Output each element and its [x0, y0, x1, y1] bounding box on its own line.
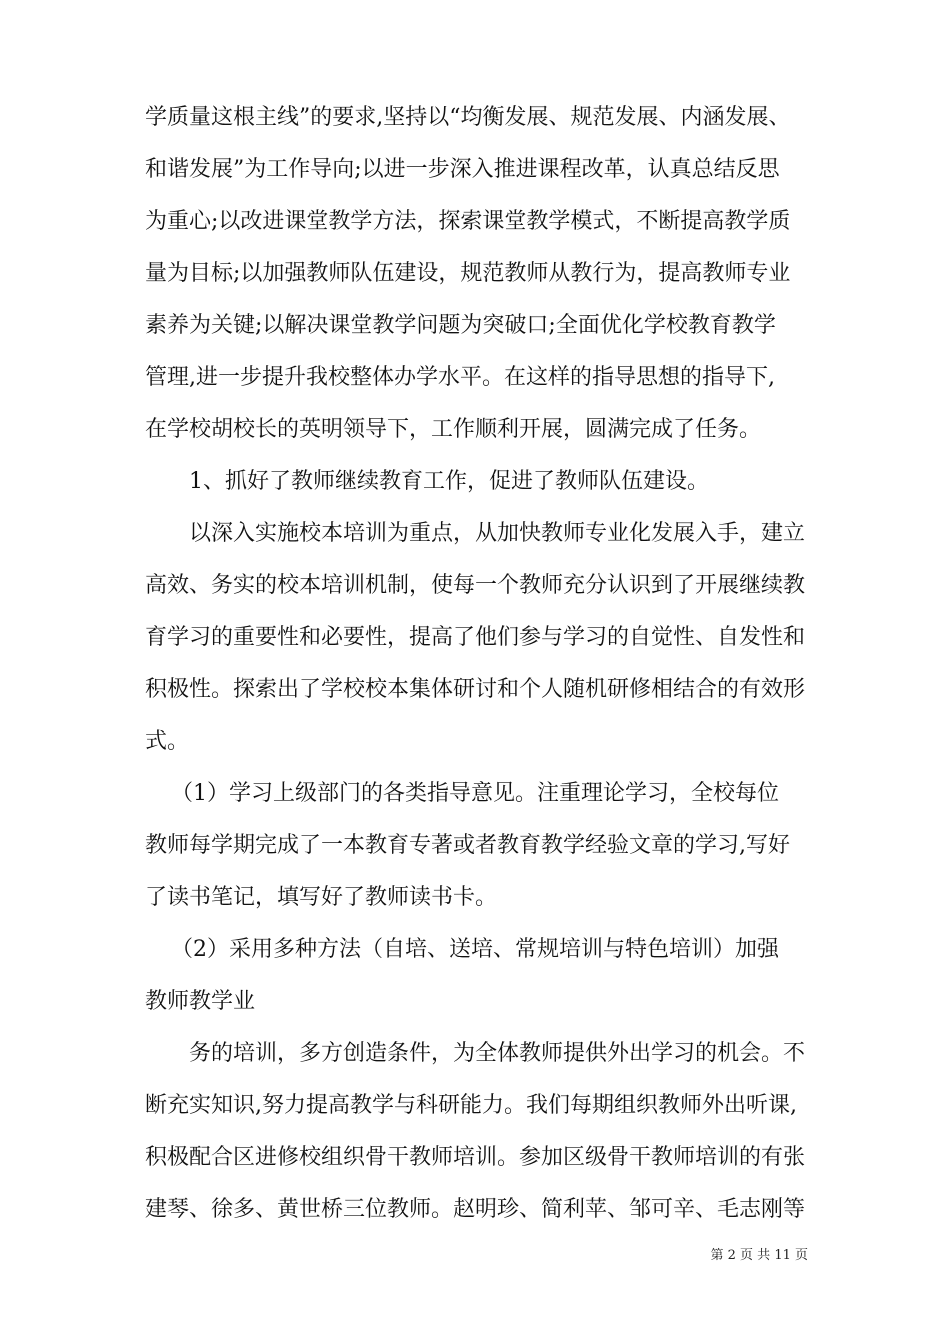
text-line: 和谐发展”为工作导向;以进一步深入推进课程改革，认真总结反思 [145, 157, 780, 182]
text-line: 积极性。探索出了学校校本集体研讨和个人随机研修相结合的有效形 [145, 677, 806, 702]
section-heading: 1、抓好了教师继续教育工作，促进了教师队伍建设。 [189, 469, 709, 494]
text-line: 学质量这根主线”的要求,坚持以“均衡发展、规范发展、内涵发展、 [145, 105, 791, 130]
text-line: 为重心;以改进课堂教学方法，探索课堂教学模式，不断提高教学质 [145, 209, 791, 234]
text-line: 了读书笔记，填写好了教师读书卡。 [145, 885, 498, 910]
text-line: 育学习的重要性和必要性，提高了他们参与学习的自觉性、自发性和 [145, 625, 806, 650]
text-line: 教师教学业 [145, 989, 256, 1014]
text-line: 积极配合区进修校组织骨干教师培训。参加区级骨干教师培训的有张 [145, 1145, 806, 1170]
text-line: 量为目标;以加强教师队伍建设，规范教师从教行为，提高教师专业 [145, 261, 791, 286]
text-line: 管理,进一步提升我校整体办学水平。在这样的指导思想的指导下, [145, 365, 775, 390]
text-line: 教师每学期完成了一本教育专著或者教育教学经验文章的学习,写好 [145, 833, 790, 858]
text-line: 在学校胡校长的英明领导下，工作顺利开展，圆满完成了任务。 [145, 417, 762, 442]
page-number: 第 2 页 共 11 页 [710, 1248, 808, 1263]
text-line: （1）学习上级部门的各类指导意见。注重理论学习，全校每位 [171, 781, 779, 806]
text-line: 高效、务实的校本培训机制，使每一个教师充分认识到了开展继续教 [145, 573, 806, 598]
text-line: 素养为关键;以解决课堂教学问题为突破口;全面优化学校教育教学 [145, 313, 776, 338]
text-line: （2）采用多种方法（自培、送培、常规培训与特色培训）加强 [171, 937, 779, 962]
text-line: 断充实知识,努力提高教学与科研能力。我们每期组织教师外出听课, [145, 1093, 797, 1118]
text-line: 式。 [145, 729, 190, 754]
text-line: 建琴、徐多、黄世桥三位教师。赵明珍、简利苹、邹可辛、毛志刚等 [145, 1197, 806, 1222]
text-line: 务的培训，多方创造条件，为全体教师提供外出学习的机会。不 [189, 1041, 806, 1066]
document-body [145, 92, 815, 1236]
text-line: 以深入实施校本培训为重点，从加快教师专业化发展入手，建立 [189, 521, 806, 546]
